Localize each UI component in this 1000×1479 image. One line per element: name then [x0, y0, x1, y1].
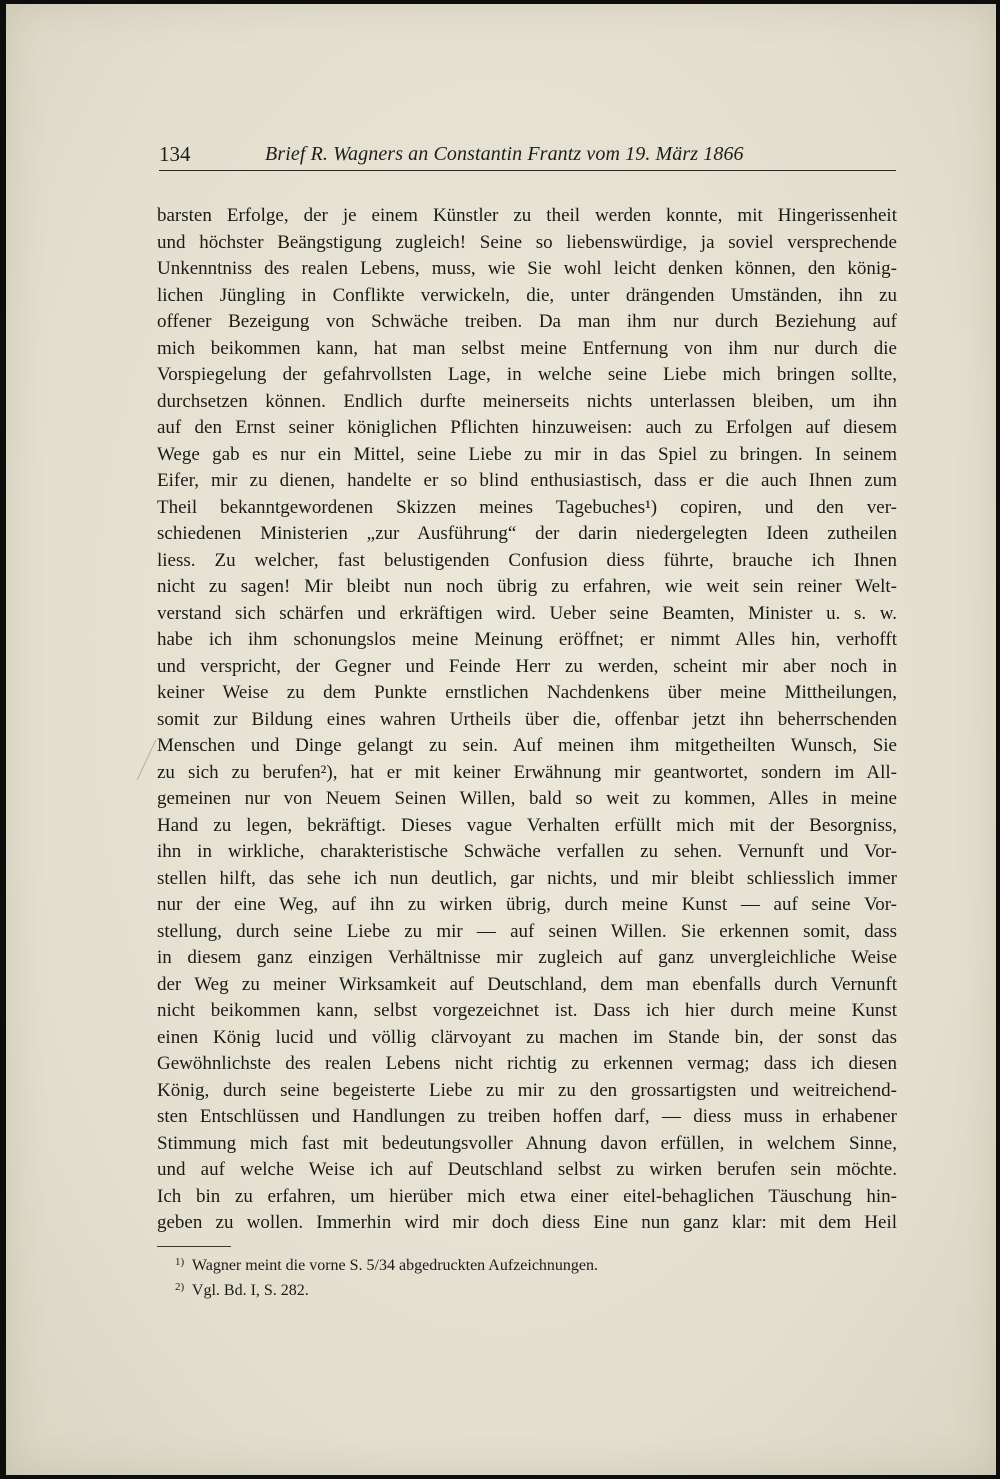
text-line: König, durch seine begeisterte Liebe zu mir zu den grossartigsten und weitreichend-: [157, 1079, 897, 1101]
text-line: liess. Zu welcher, fast belustigenden Confusion diess führte, brauche ich Ihnen: [157, 549, 897, 571]
footnote-divider: [157, 1246, 231, 1247]
page-header: [159, 138, 896, 171]
text-line: Gewöhnlichste des realen Lebens nicht richtig zu erkennen vermag; dass ich diesen: [157, 1053, 897, 1074]
text-line: und auf welche Weise ich auf Deutschland selbst zu wirken berufen sein möchte.: [157, 1159, 897, 1180]
page-number: 134: [159, 142, 191, 166]
text-line: Theil bekanntgewordenen Skizzen meines Tagebuches¹) copiren, und den ver-: [157, 496, 897, 518]
text-line: offener Bezeigung von Schwäche treiben. Da man ihm nur durch Beziehung auf: [157, 311, 897, 332]
text-line: Stimmung mich fast mit bedeutungsvoller Ahnung davon erfüllen, in welchem Sinne,: [157, 1132, 897, 1154]
text-line: stellung, durch seine Liebe zu mir — auf seinen Willen. Sie erkennen somit, dass: [157, 920, 897, 942]
text-line: nicht zu sagen! Mir bleibt nun noch übrig zu erfahren, wie weit sein reiner Welt-: [157, 576, 897, 597]
text-line: geben zu wollen. Immerhin wird mir doch diess Eine nun ganz klar: mit dem Heil: [157, 1212, 897, 1233]
text-line: gemeinen nur von Neuem Seinen Willen, bald so weit zu kommen, Alles in meine: [157, 788, 897, 809]
text-line: und verspricht, der Gegner und Feinde Herr zu werden, scheint mir aber noch in: [157, 655, 897, 677]
text-line: habe ich ihm schonungslos meine Meinung eröffnet; er nimmt Alles hin, verhofft: [157, 629, 897, 650]
text-line: einen König lucid und völlig clärvoyant zu machen im Stande bin, der sonst das: [157, 1026, 897, 1048]
text-line: in diesem ganz einzigen Verhältnisse mir zugleich auf ganz unvergleichliche Weise: [157, 947, 897, 968]
text-line: stellen hilft, das sehe ich nun deutlich, gar nichts, und mir bleibt schliesslich immer: [157, 867, 897, 889]
footnote-1: [175, 1250, 875, 1275]
text-line: Eifer, mir zu dienen, handelte er so blind enthusiastisch, dass er die auch Ihnen zum: [157, 470, 897, 491]
footnote-text: Wagner meint die vorne S. 5/34 abgedruckten Aufzeichnungen.: [191, 1257, 599, 1274]
text-line: lichen Jüngling in Conflikte verwickeln, die, unter drängenden Umständen, ihn zu: [157, 284, 897, 306]
text-line: Vorspiegelung der gefahrvollsten Lage, in welche seine Liebe mich bringen sollte,: [157, 364, 897, 385]
footnote-mark: 1): [175, 1256, 185, 1268]
body-text: [157, 203, 897, 1237]
text-line: zu sich zu berufen²), hat er mit keiner Erwähnung mir geantwortet, sondern im All-: [157, 761, 897, 783]
text-line: Unkenntniss des realen Lebens, muss, wie Sie wohl leicht denken können, den könig-: [157, 258, 897, 279]
footnote-2: [175, 1275, 875, 1300]
text-line: barsten Erfolge, der je einem Künstler zu theil werden konnte, mit Hingerissenheit: [157, 205, 897, 226]
text-line: der Weg zu meiner Wirksamkeit auf Deutschland, dem man ebenfalls durch Vernunft: [157, 973, 897, 995]
text-line: ihn in wirkliche, charakteristische Schwäche verfallen zu sehen. Vernunft und Vor-: [157, 841, 897, 862]
text-line: und höchster Beängstigung zugleich! Seine so liebenswürdige, ja soviel versprechende: [157, 231, 897, 253]
footnote-mark: 2): [175, 1281, 185, 1293]
text-line: schiedenen Ministerien „zur Ausführung“ der darin niedergelegten Ideen zutheilen: [157, 523, 897, 544]
running-title: Brief R. Wagners an Constantin Frantz vom 19. März 1866: [265, 143, 744, 165]
text-line: Wege gab es nur ein Mittel, seine Liebe zu mir in das Spiel zu bringen. In seinem: [157, 443, 897, 465]
text-line: keiner Weise zu dem Punkte ernstlichen Nachdenkens über meine Mittheilungen,: [157, 682, 897, 703]
text-line: somit zur Bildung eines wahren Urtheils über die, offenbar jetzt ihn beherrschenden: [157, 708, 897, 730]
text-line: nicht beikommen kann, selbst vorgezeichnet ist. Dass ich hier durch meine Kunst: [157, 1000, 897, 1021]
text-line: Ich bin zu erfahren, um hierüber mich etwa einer eitel-behaglichen Täuschung hin-: [157, 1185, 897, 1207]
footnotes: [175, 1250, 875, 1300]
footnote-text: Vgl. Bd. I, S. 282.: [191, 1282, 309, 1299]
text-line: Menschen und Dinge gelangt zu sein. Auf meinen ihm mitgetheilten Wunsch, Sie: [157, 735, 897, 756]
text-line: Hand zu legen, bekräftigt. Dieses vague Verhalten erfüllt mich mit der Besorgniss,: [157, 814, 897, 836]
text-line: durchsetzen können. Endlich durfte meinerseits nichts unterlassen bleiben, um ihn: [157, 390, 897, 412]
text-line: mich beikommen kann, hat man selbst meine Entfernung von ihm nur durch die: [157, 337, 897, 359]
text-line: auf den Ernst seiner königlichen Pflichten hinzuweisen: auch zu Erfolgen auf diesem: [157, 417, 897, 438]
text-line: verstand sich schärfen und erkräftigen wird. Ueber seine Beamten, Minister u. s. w.: [157, 602, 897, 624]
text-line: sten Entschlüssen und Handlungen zu treiben hoffen darf, — diess muss in erhabener: [157, 1106, 897, 1127]
text-line: nur der eine Weg, auf ihn zu wirken übrig, durch meine Kunst — auf seine Vor-: [157, 894, 897, 915]
